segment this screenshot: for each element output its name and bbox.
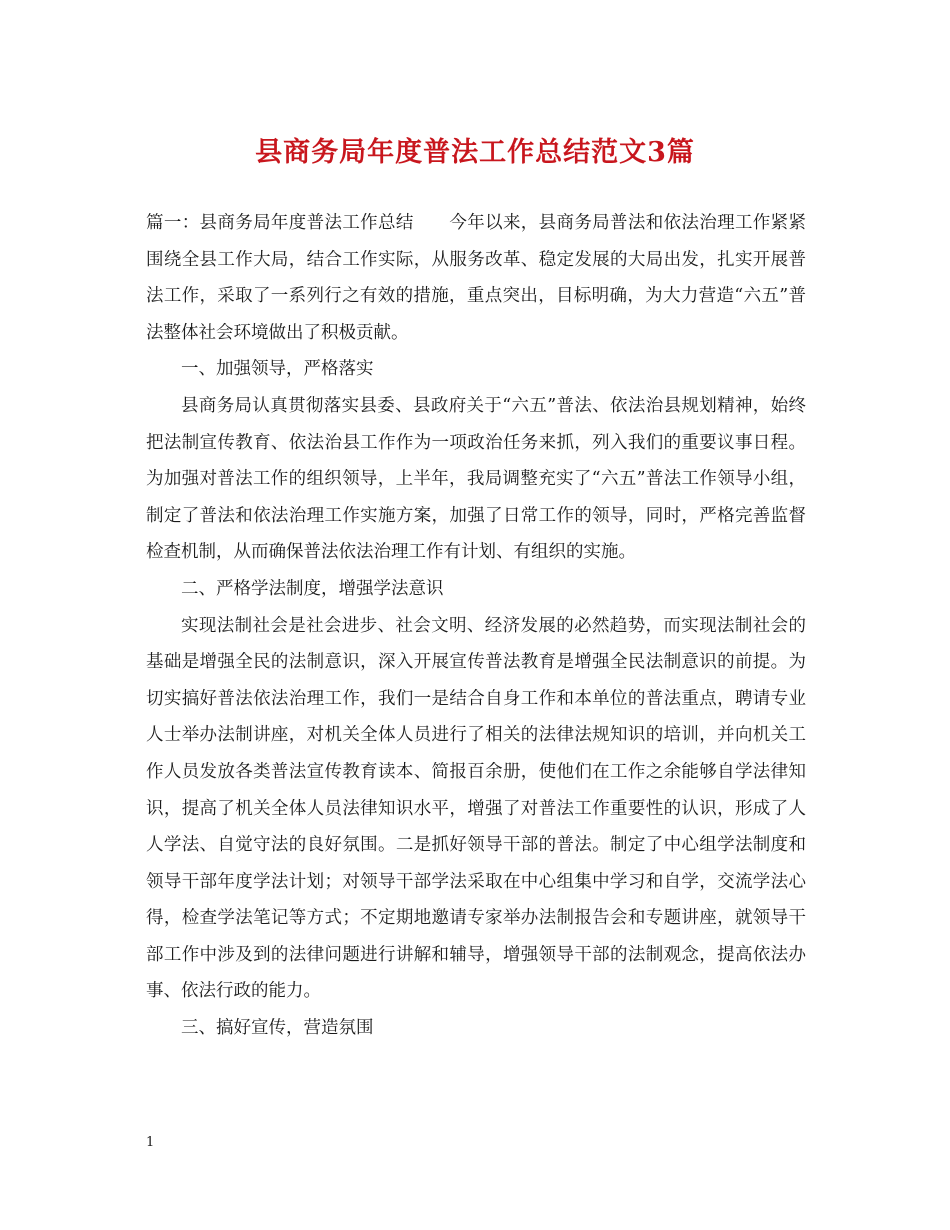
section-heading: 一、加强领导，严格落实 [181,359,374,380]
paragraph: 篇一：县商务局年度普法工作总结 今年以来，县商务局普法和依法治理工作紧紧围绕全县工作大局，结合工作实际，从服务改革、稳定发展的大局出发，扎实开展普法工作，采取了一系列行之有效的措施，重点突出，目标明确，为大力营造“六五”普法整体社会环境做出了积极贡献。 [146,213,806,343]
document-body [146,205,806,1047]
section-heading: 二、严格学法制度，增强学法意识 [181,578,444,599]
section-heading: 三、搞好宣传，营造氛围 [181,1018,374,1039]
paragraph: 实现法制社会是社会进步、社会文明、经济发展的必然趋势，而实现法制社会的基础是增强全民的法制意识，深入开展宣传普法教育是增强全民法制意识的前提。为切实搞好普法依法治理工作，我们一是结合自身工作和本单位的普法重点，聘请专业人士举办法制讲座，对机关全体人员进行了相关的法律法规知识的培训，并向机关工作人员发放各类普法宣传教育读本、简报百余册，使他们在工作之余能够自学法律知识，提高了机关全体人员法律知识水平，增强了对普法工作重要性的认识，形成了人人学法、自觉守法的良好氛围。二是抓好领导干部的普法。制定了中心组学法制度和领导干部年度学法计划；对领导干部学法采取在中心组集中学习和自学，交流学法心得，检查学法笔记等方式；不定期地邀请专家举办法制报告会和专题讲座，就领导干部工作中涉及到的法律问题进行讲解和辅导，增强领导干部的法制观念，提高依法办事、依法行政的能力。 [146,615,806,1002]
paragraph: 县商务局认真贯彻落实县委、县政府关于“六五”普法、依法治县规划精神，始终把法制宣传教育、依法治县工作作为一项政治任务来抓，列入我们的重要议事日程。为加强对普法工作的组织领导，上半年，我局调整充实了“六五”普法工作领导小组，制定了普法和依法治理工作实施方案，加强了日常工作的领导，同时，严格完善监督检查机制，从而确保普法依法治理工作有计划、有组织的实施。 [146,395,806,563]
document-title: 县商务局年度普法工作总结范文3篇 [255,137,695,168]
page-number: 1 [146,1135,155,1150]
